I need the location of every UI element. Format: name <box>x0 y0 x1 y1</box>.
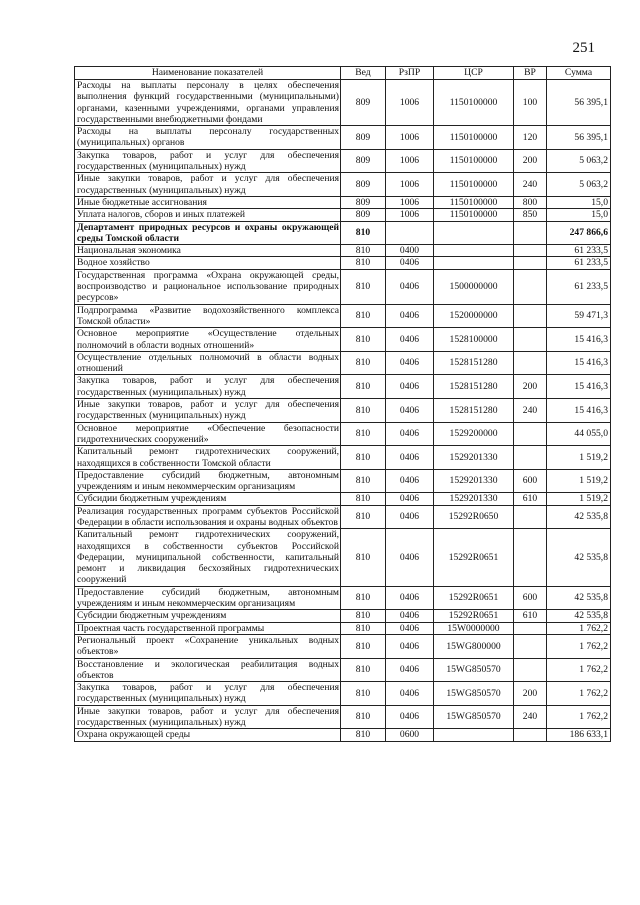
table-row <box>75 257 611 269</box>
table-cell-rzpr: 0406 <box>386 257 434 269</box>
table-cell-csr <box>434 257 514 269</box>
table-cell-vr <box>514 269 547 304</box>
table-cell-name: Предоставление субсидий бюджетным, автономным учреждениям и иным некоммерческим организациям <box>75 586 341 610</box>
table-cell-name: Реализация государственных программ субъектов Российской Федерации в области использования и охраны водных объектов <box>75 505 341 529</box>
table-row <box>75 729 611 741</box>
table-cell-rzpr: 0406 <box>386 658 434 682</box>
table-cell-sum: 1 762,2 <box>547 634 611 658</box>
table-cell-rzpr: 0406 <box>386 328 434 352</box>
table-cell-ved: 810 <box>341 446 386 470</box>
table-cell-name: Иные закупки товаров, работ и услуг для обеспечения государственных (муниципальных) нужд <box>75 705 341 729</box>
table-cell-vr <box>514 257 547 269</box>
table-cell-vr <box>514 221 547 245</box>
table-cell-sum: 15 416,3 <box>547 375 611 399</box>
table-cell-sum: 15 416,3 <box>547 328 611 352</box>
table-cell-csr: 1528151280 <box>434 351 514 375</box>
table-row <box>75 245 611 257</box>
table-cell-ved: 810 <box>341 399 386 423</box>
table-cell-sum: 247 866,6 <box>547 221 611 245</box>
table-cell-ved: 810 <box>341 729 386 741</box>
table-cell-ved: 810 <box>341 422 386 446</box>
table-cell-vr <box>514 422 547 446</box>
table-cell-csr: 1529201330 <box>434 469 514 493</box>
table-cell-sum: 42 535,8 <box>547 586 611 610</box>
table-cell-name: Национальная экономика <box>75 245 341 257</box>
table-header-row <box>75 67 611 80</box>
table-cell-rzpr <box>386 221 434 245</box>
table-cell-rzpr: 0406 <box>386 634 434 658</box>
column-header-vr: ВР <box>514 67 547 80</box>
table-cell-sum: 61 233,5 <box>547 257 611 269</box>
table-cell-name: Основное мероприятие «Осуществление отдельных полномочий в области водных отношений» <box>75 328 341 352</box>
table-cell-sum: 15 416,3 <box>547 399 611 423</box>
table-row <box>75 375 611 399</box>
table-cell-rzpr: 0406 <box>386 682 434 706</box>
table-row <box>75 705 611 729</box>
table-body <box>75 80 611 742</box>
table-cell-rzpr: 0406 <box>386 446 434 470</box>
table-row <box>75 505 611 529</box>
table-cell-rzpr: 0400 <box>386 245 434 257</box>
table-row <box>75 399 611 423</box>
table-cell-vr: 850 <box>514 209 547 221</box>
table-cell-csr: 1529201330 <box>434 493 514 505</box>
table-cell-name: Восстановление и экологическая реабилитация водных объектов <box>75 658 341 682</box>
table-cell-name: Закупка товаров, работ и услуг для обеспечения государственных (муниципальных) нужд <box>75 682 341 706</box>
table-cell-sum: 15,0 <box>547 196 611 208</box>
table-cell-sum: 56 395,1 <box>547 126 611 150</box>
table-cell-vr: 120 <box>514 126 547 150</box>
table-cell-csr: 15WG800000 <box>434 634 514 658</box>
table-cell-ved: 809 <box>341 173 386 197</box>
table-cell-vr: 240 <box>514 399 547 423</box>
table-cell-vr <box>514 622 547 634</box>
table-cell-ved: 809 <box>341 80 386 126</box>
column-header-name: Наименование показателей <box>75 67 341 80</box>
table-cell-ved: 810 <box>341 245 386 257</box>
page-number: 251 <box>572 40 595 56</box>
table-cell-rzpr: 1006 <box>386 126 434 150</box>
table-cell-csr: 15292R0651 <box>434 610 514 622</box>
table-cell-ved: 810 <box>341 634 386 658</box>
table-cell-ved: 810 <box>341 257 386 269</box>
table-cell-ved: 810 <box>341 351 386 375</box>
table-cell-rzpr: 0406 <box>386 399 434 423</box>
table-cell-ved: 810 <box>341 221 386 245</box>
table-cell-vr <box>514 328 547 352</box>
table-cell-name: Субсидии бюджетным учреждениям <box>75 610 341 622</box>
column-header-ved: Вед <box>341 67 386 80</box>
table-cell-name: Капитальный ремонт гидротехнических сооружений, находящихся в собственности субъектов Российской Федерации, муниципальной собственности, капитальный ремонт и ликвидация бесхозяйных гидротехнических сооружений <box>75 529 341 586</box>
table-cell-rzpr: 1006 <box>386 209 434 221</box>
table-row <box>75 469 611 493</box>
table-cell-vr: 800 <box>514 196 547 208</box>
table-row <box>75 221 611 245</box>
table-cell-name: Водное хозяйство <box>75 257 341 269</box>
table-cell-sum: 59 471,3 <box>547 304 611 328</box>
table-cell-ved: 810 <box>341 505 386 529</box>
table-cell-csr: 1500000000 <box>434 269 514 304</box>
table-cell-vr <box>514 658 547 682</box>
table-cell-name: Проектная часть государственной программы <box>75 622 341 634</box>
table-cell-csr: 15292R0651 <box>434 529 514 586</box>
table-cell-vr <box>514 304 547 328</box>
table-cell-name: Капитальный ремонт гидротехнических сооружений, находящихся в собственности Томской области <box>75 446 341 470</box>
table-cell-csr: 15WG850570 <box>434 682 514 706</box>
table-cell-rzpr: 0406 <box>386 705 434 729</box>
table-cell-ved: 809 <box>341 209 386 221</box>
table-cell-vr <box>514 446 547 470</box>
table-cell-ved: 810 <box>341 469 386 493</box>
table-cell-ved: 810 <box>341 705 386 729</box>
table-row <box>75 269 611 304</box>
table-cell-ved: 810 <box>341 493 386 505</box>
table-row <box>75 634 611 658</box>
table-cell-rzpr: 0406 <box>386 469 434 493</box>
table-cell-csr <box>434 729 514 741</box>
table-cell-name: Иные бюджетные ассигнования <box>75 196 341 208</box>
table-cell-vr <box>514 351 547 375</box>
table-cell-vr <box>514 529 547 586</box>
table-cell-rzpr: 0406 <box>386 375 434 399</box>
table-cell-sum: 44 055,0 <box>547 422 611 446</box>
table-cell-vr: 600 <box>514 469 547 493</box>
table-row <box>75 173 611 197</box>
table-row <box>75 328 611 352</box>
table-cell-csr: 15WG850570 <box>434 705 514 729</box>
table-row <box>75 586 611 610</box>
table-cell-csr: 1150100000 <box>434 126 514 150</box>
table-row <box>75 493 611 505</box>
table-cell-sum: 1 762,2 <box>547 682 611 706</box>
table-row <box>75 351 611 375</box>
table-cell-vr <box>514 634 547 658</box>
table-cell-csr: 1150100000 <box>434 149 514 173</box>
table-cell-rzpr: 0406 <box>386 493 434 505</box>
table-cell-sum: 56 395,1 <box>547 80 611 126</box>
table-cell-ved: 810 <box>341 375 386 399</box>
table-cell-name: Охрана окружающей среды <box>75 729 341 741</box>
table-cell-sum: 5 063,2 <box>547 173 611 197</box>
table-cell-vr: 100 <box>514 80 547 126</box>
column-header-rzpr: РзПР <box>386 67 434 80</box>
table-row <box>75 422 611 446</box>
table-cell-ved: 810 <box>341 658 386 682</box>
table-cell-rzpr: 0406 <box>386 622 434 634</box>
table-cell-rzpr: 0406 <box>386 269 434 304</box>
table-row <box>75 610 611 622</box>
table-cell-name: Департамент природных ресурсов и охраны окружающей среды Томской области <box>75 221 341 245</box>
table-cell-sum: 42 535,8 <box>547 529 611 586</box>
table-cell-vr: 610 <box>514 610 547 622</box>
table-row <box>75 658 611 682</box>
table-cell-ved: 809 <box>341 149 386 173</box>
table-cell-sum: 1 762,2 <box>547 658 611 682</box>
table-row <box>75 529 611 586</box>
table-cell-name: Основное мероприятие «Обеспечение безопасности гидротехнических сооружений» <box>75 422 341 446</box>
table-cell-sum: 42 535,8 <box>547 610 611 622</box>
table-row <box>75 209 611 221</box>
table-cell-rzpr: 0406 <box>386 610 434 622</box>
table-cell-csr: 1150100000 <box>434 196 514 208</box>
budget-table <box>74 66 611 742</box>
table-cell-csr: 15292R0651 <box>434 586 514 610</box>
table-cell-csr: 1528151280 <box>434 399 514 423</box>
table-cell-vr: 610 <box>514 493 547 505</box>
table-cell-ved: 810 <box>341 269 386 304</box>
table-cell-name: Закупка товаров, работ и услуг для обеспечения государственных (муниципальных) нужд <box>75 149 341 173</box>
table-row <box>75 126 611 150</box>
table-cell-csr: 1150100000 <box>434 209 514 221</box>
table-cell-ved: 809 <box>341 196 386 208</box>
table-cell-sum: 186 633,1 <box>547 729 611 741</box>
table-row <box>75 682 611 706</box>
table-cell-csr <box>434 245 514 257</box>
table-cell-vr: 200 <box>514 375 547 399</box>
table-cell-rzpr: 0406 <box>386 586 434 610</box>
table-cell-name: Предоставление субсидий бюджетным, автономным учреждениям и иным некоммерческим организациям <box>75 469 341 493</box>
table-cell-sum: 42 535,8 <box>547 505 611 529</box>
table-cell-ved: 810 <box>341 586 386 610</box>
table-cell-sum: 15 416,3 <box>547 351 611 375</box>
table-cell-sum: 1 519,2 <box>547 469 611 493</box>
table-row <box>75 80 611 126</box>
table-cell-rzpr: 0406 <box>386 351 434 375</box>
table-cell-vr: 200 <box>514 682 547 706</box>
table-cell-rzpr: 1006 <box>386 173 434 197</box>
table-cell-csr: 1150100000 <box>434 173 514 197</box>
table-cell-rzpr: 1006 <box>386 80 434 126</box>
table-cell-csr: 15W0000000 <box>434 622 514 634</box>
table-cell-csr: 1520000000 <box>434 304 514 328</box>
table-cell-rzpr: 0406 <box>386 529 434 586</box>
table-cell-ved: 809 <box>341 126 386 150</box>
table-cell-rzpr: 1006 <box>386 196 434 208</box>
table-cell-ved: 810 <box>341 529 386 586</box>
table-cell-name: Закупка товаров, работ и услуг для обеспечения государственных (муниципальных) нужд <box>75 375 341 399</box>
table-row <box>75 196 611 208</box>
table-cell-rzpr: 0406 <box>386 422 434 446</box>
table-cell-name: Государственная программа «Охрана окружающей среды, воспроизводство и рациональное использование природных ресурсов» <box>75 269 341 304</box>
table-cell-vr: 240 <box>514 173 547 197</box>
table-cell-csr <box>434 221 514 245</box>
table-cell-csr: 1529200000 <box>434 422 514 446</box>
table-row <box>75 446 611 470</box>
table-cell-ved: 810 <box>341 682 386 706</box>
table-cell-name: Расходы на выплаты персоналу государственных (муниципальных) органов <box>75 126 341 150</box>
table-cell-sum: 15,0 <box>547 209 611 221</box>
table-cell-name: Субсидии бюджетным учреждениям <box>75 493 341 505</box>
table-row <box>75 149 611 173</box>
table-row <box>75 304 611 328</box>
table-cell-sum: 1 762,2 <box>547 705 611 729</box>
table-cell-csr: 1529201330 <box>434 446 514 470</box>
table-cell-name: Подпрограмма «Развитие водохозяйственного комплекса Томской области» <box>75 304 341 328</box>
table-cell-csr: 1528100000 <box>434 328 514 352</box>
table-cell-vr: 600 <box>514 586 547 610</box>
table-cell-csr: 1150100000 <box>434 80 514 126</box>
table-cell-name: Уплата налогов, сборов и иных платежей <box>75 209 341 221</box>
table-cell-vr: 200 <box>514 149 547 173</box>
table-cell-vr <box>514 729 547 741</box>
table-cell-sum: 5 063,2 <box>547 149 611 173</box>
table-cell-sum: 1 762,2 <box>547 622 611 634</box>
column-header-csr: ЦСР <box>434 67 514 80</box>
table-cell-ved: 810 <box>341 622 386 634</box>
table-cell-csr: 15WG850570 <box>434 658 514 682</box>
table-cell-rzpr: 1006 <box>386 149 434 173</box>
table-cell-csr: 1528151280 <box>434 375 514 399</box>
table-cell-rzpr: 0406 <box>386 304 434 328</box>
table-cell-vr: 240 <box>514 705 547 729</box>
table-cell-sum: 61 233,5 <box>547 245 611 257</box>
table-cell-name: Осуществление отдельных полномочий в области водных отношений <box>75 351 341 375</box>
table-cell-ved: 810 <box>341 304 386 328</box>
table-cell-name: Иные закупки товаров, работ и услуг для обеспечения государственных (муниципальных) нужд <box>75 399 341 423</box>
table-cell-name: Иные закупки товаров, работ и услуг для обеспечения государственных (муниципальных) нужд <box>75 173 341 197</box>
table-cell-vr <box>514 505 547 529</box>
table-cell-rzpr: 0600 <box>386 729 434 741</box>
table-cell-vr <box>514 245 547 257</box>
table-cell-ved: 810 <box>341 610 386 622</box>
table-cell-rzpr: 0406 <box>386 505 434 529</box>
table-cell-name: Региональный проект «Сохранение уникальных водных объектов» <box>75 634 341 658</box>
table-row <box>75 622 611 634</box>
table-cell-csr: 15292R0650 <box>434 505 514 529</box>
table-cell-name: Расходы на выплаты персоналу в целях обеспечения выполнения функций государственными (муниципальными) органами, казенными учреждениями, органами управления государственными внебюджетными фондами <box>75 80 341 126</box>
table-cell-sum: 1 519,2 <box>547 493 611 505</box>
column-header-sum: Сумма <box>547 67 611 80</box>
table-cell-ved: 810 <box>341 328 386 352</box>
table-cell-sum: 1 519,2 <box>547 446 611 470</box>
table-cell-sum: 61 233,5 <box>547 269 611 304</box>
